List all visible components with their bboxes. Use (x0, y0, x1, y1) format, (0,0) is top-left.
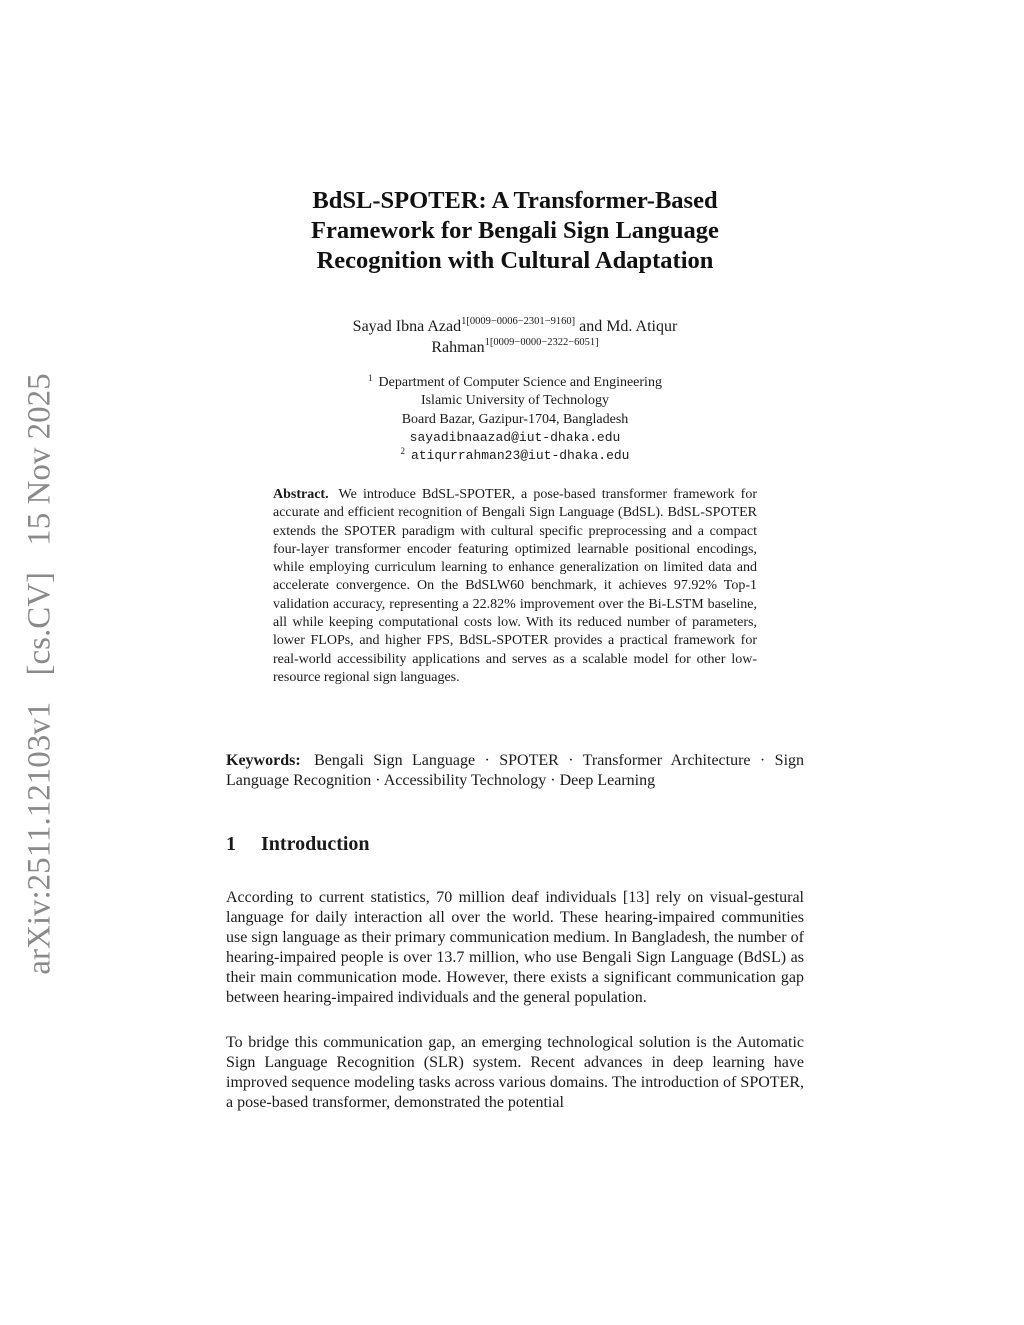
author-line-2 (230, 337, 800, 358)
arxiv-id: arXiv:2511.12103v1 (21, 701, 58, 975)
author-name: Rahman (431, 339, 485, 356)
title-line: Framework for Bengali Sign Language (311, 217, 719, 244)
affiliation-block (230, 374, 800, 465)
author-connector: and Md. Atiqur (579, 318, 678, 335)
keywords-text: Bengali Sign Language · SPOTER · Transformer Architecture · Sign Language Recognition · Accessibility Technology · Deep Learning (226, 752, 805, 789)
body-paragraph: To bridge this communication gap, an emerging technological solution is the Automatic Sign Language Recognition (SLR) system. Recent advances in deep learning have improved sequence modeling tasks across various domains. The introduction of SPOTER, a pose-based transformer, demonstrated the potential (226, 1034, 804, 1111)
title-line: BdSL-SPOTER: A Transformer-Based (312, 187, 718, 214)
affiliation-address: Board Bazar, Gazipur-1704, Bangladesh (401, 411, 629, 427)
author-orcid: 1[0009−0006−2301−9160] (461, 316, 576, 327)
abstract-label: Abstract. (273, 487, 329, 502)
arxiv-identifier-stamp (22, 355, 59, 974)
author-list (230, 316, 800, 358)
abstract-text: We introduce BdSL-SPOTER, a pose-based transformer framework for accurate and efficient recognition of Bengali Sign Language (BdSL). BdSL-SPOTER extends the SPOTER paradigm with cultural specific preprocessing and a compact four-layer transformer encoder featuring optimized learnable positional encodings, while employing curriculum learning to enhance generalization on limited data and accelerate convergence. On the BdSLW60 benchmark, it achieves 97.92% Top-1 validation accuracy, representing a 22.82% improvement over the Bi-LSTM baseline, all while keeping computational costs low. With its reduced number of parameters, lower FLOPs, and higher FPS, BdSL-SPOTER provides a practical framework for real-world accessibility applications and serves as a scalable model for other low-resource regional sign languages. (273, 487, 758, 685)
author-name: Sayad Ibna Azad (352, 318, 462, 335)
keywords-label: Keywords: (226, 752, 301, 769)
affiliation-mark: 1 (368, 373, 373, 383)
affiliation-mark: 2 (400, 446, 406, 457)
affiliation-department: $^1$ Department of Computer Science and Engineering (368, 373, 662, 390)
author-orcid: 1[0009−0000−2322−6051] (484, 337, 599, 348)
abstract (273, 486, 757, 687)
author-line-1 (230, 316, 800, 337)
section-number: 1 (226, 833, 236, 855)
arxiv-category: [cs.CV] (21, 571, 58, 676)
body-paragraph: According to current statistics, 70 million deaf individuals [13] rely on visual-gestural language for daily interaction all over the world. These hearing-impaired communities use sign language as their primary communication medium. In Bangladesh, the number of hearing-impaired people is over 13.7 million, who use Bengali Sign Language (BdSL) as their main communication mode. However, there exists a significant communication gap between hearing-impaired individuals and the general population. (226, 889, 804, 1006)
author-email[interactable]: atiqurrahman23@iut-dhaka.edu (411, 448, 630, 464)
arxiv-date: 15 Nov 2025 (21, 373, 58, 546)
author-email-line (230, 447, 800, 465)
section-heading (226, 833, 370, 856)
keywords (226, 751, 804, 791)
section-title: Introduction (261, 833, 370, 855)
affiliation-university: Islamic University of Technology (420, 393, 610, 409)
paper-title (230, 186, 800, 276)
title-line: Recognition with Cultural Adaptation (316, 247, 714, 274)
author-email[interactable]: sayadibnaazad@iut-dhaka.edu (409, 429, 621, 445)
